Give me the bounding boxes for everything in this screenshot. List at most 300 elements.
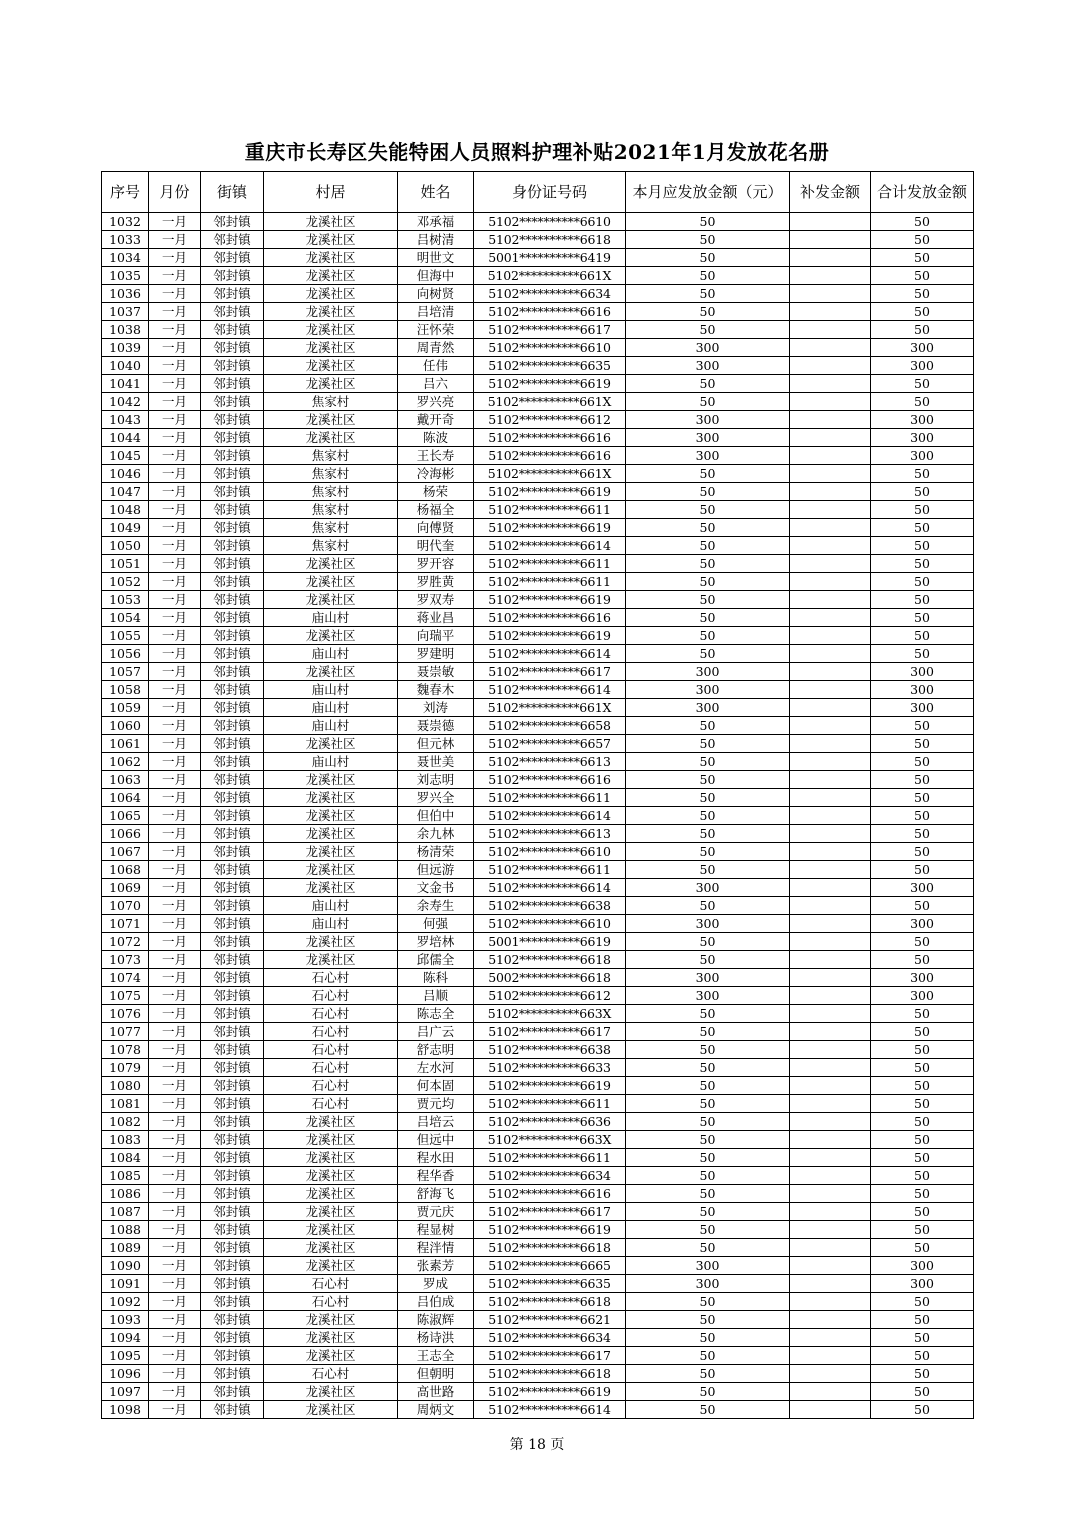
cell-town: 邻封镇 bbox=[201, 1365, 264, 1383]
table-row bbox=[102, 933, 974, 951]
cell-name: 聂崇敏 bbox=[398, 663, 474, 681]
cell-monthly-amount: 50 bbox=[626, 1059, 790, 1077]
cell-total: 50 bbox=[871, 1293, 974, 1311]
cell-supplement bbox=[790, 519, 871, 537]
cell-id-number: 5102**********6611 bbox=[474, 501, 626, 519]
col-header-id-number: 身份证号码 bbox=[474, 172, 626, 213]
cell-supplement bbox=[790, 645, 871, 663]
cell-index: 1072 bbox=[102, 933, 149, 951]
cell-supplement bbox=[790, 609, 871, 627]
cell-village: 龙溪社区 bbox=[264, 1311, 398, 1329]
cell-monthly-amount: 50 bbox=[626, 897, 790, 915]
cell-supplement bbox=[790, 429, 871, 447]
cell-month: 一月 bbox=[149, 645, 201, 663]
table-row bbox=[102, 663, 974, 681]
cell-total: 50 bbox=[871, 1077, 974, 1095]
cell-supplement bbox=[790, 1383, 871, 1401]
cell-monthly-amount: 50 bbox=[626, 1095, 790, 1113]
cell-month: 一月 bbox=[149, 627, 201, 645]
cell-total: 300 bbox=[871, 1257, 974, 1275]
cell-id-number: 5102**********6619 bbox=[474, 627, 626, 645]
cell-town: 邻封镇 bbox=[201, 1401, 264, 1419]
cell-monthly-amount: 50 bbox=[626, 393, 790, 411]
cell-index: 1086 bbox=[102, 1185, 149, 1203]
cell-month: 一月 bbox=[149, 357, 201, 375]
cell-supplement bbox=[790, 447, 871, 465]
cell-month: 一月 bbox=[149, 1383, 201, 1401]
cell-month: 一月 bbox=[149, 735, 201, 753]
cell-town: 邻封镇 bbox=[201, 1131, 264, 1149]
table-row bbox=[102, 1149, 974, 1167]
cell-village: 龙溪社区 bbox=[264, 1185, 398, 1203]
cell-id-number: 5102**********6621 bbox=[474, 1311, 626, 1329]
cell-village: 龙溪社区 bbox=[264, 303, 398, 321]
cell-month: 一月 bbox=[149, 717, 201, 735]
cell-supplement bbox=[790, 1005, 871, 1023]
cell-total: 50 bbox=[871, 771, 974, 789]
cell-supplement bbox=[790, 1149, 871, 1167]
cell-monthly-amount: 50 bbox=[626, 735, 790, 753]
cell-monthly-amount: 50 bbox=[626, 753, 790, 771]
cell-village: 庙山村 bbox=[264, 699, 398, 717]
cell-index: 1075 bbox=[102, 987, 149, 1005]
cell-index: 1087 bbox=[102, 1203, 149, 1221]
table-row bbox=[102, 249, 974, 267]
cell-village: 龙溪社区 bbox=[264, 411, 398, 429]
cell-month: 一月 bbox=[149, 1095, 201, 1113]
cell-name: 文金书 bbox=[398, 879, 474, 897]
cell-monthly-amount: 300 bbox=[626, 447, 790, 465]
cell-town: 邻封镇 bbox=[201, 951, 264, 969]
cell-village: 龙溪社区 bbox=[264, 357, 398, 375]
cell-village: 石心村 bbox=[264, 1095, 398, 1113]
cell-supplement bbox=[790, 843, 871, 861]
cell-supplement bbox=[790, 1203, 871, 1221]
cell-index: 1061 bbox=[102, 735, 149, 753]
cell-id-number: 5102**********6619 bbox=[474, 483, 626, 501]
cell-town: 邻封镇 bbox=[201, 717, 264, 735]
table-row bbox=[102, 843, 974, 861]
cell-total: 50 bbox=[871, 1095, 974, 1113]
cell-town: 邻封镇 bbox=[201, 1113, 264, 1131]
table-row bbox=[102, 1311, 974, 1329]
cell-town: 邻封镇 bbox=[201, 735, 264, 753]
table-row bbox=[102, 465, 974, 483]
cell-total: 50 bbox=[871, 555, 974, 573]
cell-village: 龙溪社区 bbox=[264, 1149, 398, 1167]
cell-town: 邻封镇 bbox=[201, 1383, 264, 1401]
cell-name: 何强 bbox=[398, 915, 474, 933]
cell-index: 1057 bbox=[102, 663, 149, 681]
cell-monthly-amount: 50 bbox=[626, 1005, 790, 1023]
cell-id-number: 5102**********6618 bbox=[474, 231, 626, 249]
cell-month: 一月 bbox=[149, 807, 201, 825]
cell-name: 罗兴全 bbox=[398, 789, 474, 807]
cell-name: 刘志明 bbox=[398, 771, 474, 789]
cell-village: 龙溪社区 bbox=[264, 789, 398, 807]
cell-town: 邻封镇 bbox=[201, 915, 264, 933]
cell-total: 50 bbox=[871, 1131, 974, 1149]
cell-index: 1060 bbox=[102, 717, 149, 735]
cell-id-number: 5102**********6616 bbox=[474, 771, 626, 789]
cell-monthly-amount: 50 bbox=[626, 285, 790, 303]
cell-id-number: 5102**********6634 bbox=[474, 1329, 626, 1347]
cell-supplement bbox=[790, 681, 871, 699]
cell-id-number: 5102**********6619 bbox=[474, 519, 626, 537]
cell-name: 戴开奇 bbox=[398, 411, 474, 429]
cell-id-number: 5102**********661X bbox=[474, 267, 626, 285]
cell-name: 吕顺 bbox=[398, 987, 474, 1005]
cell-id-number: 5102**********6610 bbox=[474, 213, 626, 231]
cell-index: 1066 bbox=[102, 825, 149, 843]
cell-village: 龙溪社区 bbox=[264, 1401, 398, 1419]
cell-total: 50 bbox=[871, 1023, 974, 1041]
cell-total: 50 bbox=[871, 249, 974, 267]
table-row bbox=[102, 1167, 974, 1185]
cell-town: 邻封镇 bbox=[201, 339, 264, 357]
cell-month: 一月 bbox=[149, 429, 201, 447]
cell-id-number: 5002**********6618 bbox=[474, 969, 626, 987]
cell-monthly-amount: 300 bbox=[626, 663, 790, 681]
cell-town: 邻封镇 bbox=[201, 789, 264, 807]
cell-town: 邻封镇 bbox=[201, 231, 264, 249]
cell-index: 1071 bbox=[102, 915, 149, 933]
cell-monthly-amount: 50 bbox=[626, 1167, 790, 1185]
cell-month: 一月 bbox=[149, 483, 201, 501]
cell-name: 吕培清 bbox=[398, 303, 474, 321]
cell-name: 杨诗洪 bbox=[398, 1329, 474, 1347]
cell-supplement bbox=[790, 1275, 871, 1293]
cell-total: 300 bbox=[871, 411, 974, 429]
cell-name: 邓承福 bbox=[398, 213, 474, 231]
cell-id-number: 5102**********6635 bbox=[474, 357, 626, 375]
cell-town: 邻封镇 bbox=[201, 1221, 264, 1239]
cell-supplement bbox=[790, 375, 871, 393]
cell-total: 50 bbox=[871, 789, 974, 807]
table-row bbox=[102, 825, 974, 843]
cell-id-number: 5102**********663X bbox=[474, 1131, 626, 1149]
cell-id-number: 5102**********6614 bbox=[474, 645, 626, 663]
cell-month: 一月 bbox=[149, 825, 201, 843]
cell-supplement bbox=[790, 1329, 871, 1347]
col-header-name: 姓名 bbox=[398, 172, 474, 213]
cell-village: 焦家村 bbox=[264, 447, 398, 465]
table-row bbox=[102, 321, 974, 339]
cell-month: 一月 bbox=[149, 915, 201, 933]
cell-total: 50 bbox=[871, 537, 974, 555]
cell-total: 300 bbox=[871, 699, 974, 717]
cell-id-number: 5102**********6617 bbox=[474, 1023, 626, 1041]
cell-name: 蒋业昌 bbox=[398, 609, 474, 627]
cell-monthly-amount: 50 bbox=[626, 645, 790, 663]
table-row bbox=[102, 429, 974, 447]
cell-name: 杨清荣 bbox=[398, 843, 474, 861]
cell-supplement bbox=[790, 1023, 871, 1041]
cell-monthly-amount: 300 bbox=[626, 699, 790, 717]
cell-village: 龙溪社区 bbox=[264, 1131, 398, 1149]
cell-id-number: 5102**********6617 bbox=[474, 1347, 626, 1365]
cell-index: 1082 bbox=[102, 1113, 149, 1131]
cell-supplement bbox=[790, 357, 871, 375]
table-row bbox=[102, 1383, 974, 1401]
cell-month: 一月 bbox=[149, 249, 201, 267]
cell-month: 一月 bbox=[149, 267, 201, 285]
cell-town: 邻封镇 bbox=[201, 1203, 264, 1221]
cell-id-number: 5102**********6616 bbox=[474, 447, 626, 465]
cell-month: 一月 bbox=[149, 1257, 201, 1275]
cell-month: 一月 bbox=[149, 213, 201, 231]
roster-table bbox=[101, 171, 974, 1419]
table-row bbox=[102, 717, 974, 735]
cell-village: 焦家村 bbox=[264, 465, 398, 483]
cell-index: 1092 bbox=[102, 1293, 149, 1311]
cell-month: 一月 bbox=[149, 1203, 201, 1221]
cell-supplement bbox=[790, 1365, 871, 1383]
cell-town: 邻封镇 bbox=[201, 537, 264, 555]
cell-name: 王长寿 bbox=[398, 447, 474, 465]
cell-total: 50 bbox=[871, 465, 974, 483]
cell-index: 1048 bbox=[102, 501, 149, 519]
table-row bbox=[102, 1401, 974, 1419]
cell-town: 邻封镇 bbox=[201, 375, 264, 393]
cell-id-number: 5102**********6614 bbox=[474, 1401, 626, 1419]
cell-index: 1084 bbox=[102, 1149, 149, 1167]
cell-index: 1088 bbox=[102, 1221, 149, 1239]
cell-village: 龙溪社区 bbox=[264, 555, 398, 573]
cell-supplement bbox=[790, 303, 871, 321]
cell-village: 龙溪社区 bbox=[264, 1257, 398, 1275]
cell-town: 邻封镇 bbox=[201, 555, 264, 573]
cell-total: 300 bbox=[871, 357, 974, 375]
cell-id-number: 5102**********6616 bbox=[474, 303, 626, 321]
cell-id-number: 5102**********6612 bbox=[474, 987, 626, 1005]
cell-monthly-amount: 300 bbox=[626, 357, 790, 375]
cell-index: 1036 bbox=[102, 285, 149, 303]
cell-monthly-amount: 50 bbox=[626, 483, 790, 501]
cell-village: 龙溪社区 bbox=[264, 249, 398, 267]
cell-month: 一月 bbox=[149, 1347, 201, 1365]
cell-monthly-amount: 300 bbox=[626, 429, 790, 447]
cell-town: 邻封镇 bbox=[201, 213, 264, 231]
table-row bbox=[102, 987, 974, 1005]
cell-town: 邻封镇 bbox=[201, 591, 264, 609]
cell-monthly-amount: 50 bbox=[626, 1239, 790, 1257]
cell-monthly-amount: 300 bbox=[626, 915, 790, 933]
cell-village: 龙溪社区 bbox=[264, 951, 398, 969]
cell-name: 但伯中 bbox=[398, 807, 474, 825]
table-row bbox=[102, 771, 974, 789]
cell-monthly-amount: 50 bbox=[626, 1203, 790, 1221]
cell-supplement bbox=[790, 1113, 871, 1131]
cell-name: 陈淑辉 bbox=[398, 1311, 474, 1329]
col-header-total: 合计发放金额 bbox=[871, 172, 974, 213]
cell-total: 50 bbox=[871, 375, 974, 393]
cell-supplement bbox=[790, 573, 871, 591]
cell-id-number: 5001**********6619 bbox=[474, 933, 626, 951]
cell-month: 一月 bbox=[149, 699, 201, 717]
cell-supplement bbox=[790, 555, 871, 573]
cell-id-number: 5102**********6618 bbox=[474, 1365, 626, 1383]
cell-name: 何本固 bbox=[398, 1077, 474, 1095]
cell-total: 300 bbox=[871, 1275, 974, 1293]
cell-village: 焦家村 bbox=[264, 393, 398, 411]
cell-month: 一月 bbox=[149, 1041, 201, 1059]
cell-name: 任伟 bbox=[398, 357, 474, 375]
cell-total: 50 bbox=[871, 1239, 974, 1257]
cell-id-number: 5102**********6634 bbox=[474, 285, 626, 303]
cell-monthly-amount: 50 bbox=[626, 1401, 790, 1419]
cell-town: 邻封镇 bbox=[201, 879, 264, 897]
cell-id-number: 5102**********6613 bbox=[474, 825, 626, 843]
cell-town: 邻封镇 bbox=[201, 609, 264, 627]
cell-index: 1069 bbox=[102, 879, 149, 897]
cell-id-number: 5102**********6619 bbox=[474, 1077, 626, 1095]
cell-supplement bbox=[790, 735, 871, 753]
cell-supplement bbox=[790, 897, 871, 915]
cell-town: 邻封镇 bbox=[201, 1041, 264, 1059]
cell-name: 舒海飞 bbox=[398, 1185, 474, 1203]
cell-name: 但远游 bbox=[398, 861, 474, 879]
cell-town: 邻封镇 bbox=[201, 411, 264, 429]
cell-supplement bbox=[790, 267, 871, 285]
document-title: 重庆市长寿区失能特困人员照料护理补贴2021年1月发放花名册 bbox=[244, 140, 830, 164]
table-row bbox=[102, 897, 974, 915]
cell-village: 龙溪社区 bbox=[264, 285, 398, 303]
cell-name: 余九林 bbox=[398, 825, 474, 843]
cell-total: 50 bbox=[871, 1113, 974, 1131]
cell-town: 邻封镇 bbox=[201, 321, 264, 339]
cell-town: 邻封镇 bbox=[201, 303, 264, 321]
cell-index: 1098 bbox=[102, 1401, 149, 1419]
cell-index: 1032 bbox=[102, 213, 149, 231]
cell-monthly-amount: 50 bbox=[626, 1077, 790, 1095]
cell-name: 邱儒全 bbox=[398, 951, 474, 969]
cell-village: 龙溪社区 bbox=[264, 663, 398, 681]
cell-id-number: 5102**********6665 bbox=[474, 1257, 626, 1275]
cell-name: 罗成 bbox=[398, 1275, 474, 1293]
table-row bbox=[102, 303, 974, 321]
cell-supplement bbox=[790, 1347, 871, 1365]
cell-id-number: 5102**********6610 bbox=[474, 843, 626, 861]
cell-village: 龙溪社区 bbox=[264, 879, 398, 897]
cell-total: 50 bbox=[871, 861, 974, 879]
cell-month: 一月 bbox=[149, 1185, 201, 1203]
cell-town: 邻封镇 bbox=[201, 969, 264, 987]
cell-name: 周炳文 bbox=[398, 1401, 474, 1419]
table-row bbox=[102, 1041, 974, 1059]
table-row bbox=[102, 1203, 974, 1221]
cell-id-number: 5102**********6616 bbox=[474, 609, 626, 627]
table-row bbox=[102, 879, 974, 897]
cell-name: 陈志全 bbox=[398, 1005, 474, 1023]
cell-town: 邻封镇 bbox=[201, 483, 264, 501]
cell-id-number: 5102**********6638 bbox=[474, 1041, 626, 1059]
cell-supplement bbox=[790, 825, 871, 843]
cell-total: 50 bbox=[871, 951, 974, 969]
cell-village: 石心村 bbox=[264, 1059, 398, 1077]
cell-town: 邻封镇 bbox=[201, 897, 264, 915]
cell-monthly-amount: 50 bbox=[626, 1149, 790, 1167]
cell-village: 龙溪社区 bbox=[264, 843, 398, 861]
cell-index: 1055 bbox=[102, 627, 149, 645]
cell-total: 300 bbox=[871, 969, 974, 987]
table-row bbox=[102, 591, 974, 609]
cell-monthly-amount: 50 bbox=[626, 717, 790, 735]
cell-month: 一月 bbox=[149, 753, 201, 771]
cell-index: 1053 bbox=[102, 591, 149, 609]
cell-name: 贾元庆 bbox=[398, 1203, 474, 1221]
cell-index: 1091 bbox=[102, 1275, 149, 1293]
cell-supplement bbox=[790, 393, 871, 411]
cell-month: 一月 bbox=[149, 465, 201, 483]
table-row bbox=[102, 1239, 974, 1257]
cell-month: 一月 bbox=[149, 501, 201, 519]
cell-supplement bbox=[790, 753, 871, 771]
table-row bbox=[102, 285, 974, 303]
cell-index: 1047 bbox=[102, 483, 149, 501]
cell-name: 罗开容 bbox=[398, 555, 474, 573]
cell-monthly-amount: 50 bbox=[626, 1023, 790, 1041]
cell-town: 邻封镇 bbox=[201, 1059, 264, 1077]
cell-village: 庙山村 bbox=[264, 717, 398, 735]
cell-monthly-amount: 50 bbox=[626, 1293, 790, 1311]
cell-village: 石心村 bbox=[264, 1077, 398, 1095]
table-row bbox=[102, 339, 974, 357]
table-row bbox=[102, 1095, 974, 1113]
table-row bbox=[102, 375, 974, 393]
cell-total: 50 bbox=[871, 213, 974, 231]
cell-id-number: 5102**********6634 bbox=[474, 1167, 626, 1185]
cell-index: 1034 bbox=[102, 249, 149, 267]
cell-index: 1074 bbox=[102, 969, 149, 987]
cell-town: 邻封镇 bbox=[201, 1023, 264, 1041]
cell-monthly-amount: 50 bbox=[626, 1347, 790, 1365]
table-row bbox=[102, 573, 974, 591]
cell-month: 一月 bbox=[149, 393, 201, 411]
cell-village: 石心村 bbox=[264, 1365, 398, 1383]
table-row bbox=[102, 627, 974, 645]
table-row bbox=[102, 357, 974, 375]
cell-town: 邻封镇 bbox=[201, 285, 264, 303]
cell-total: 50 bbox=[871, 501, 974, 519]
cell-id-number: 5102**********6614 bbox=[474, 537, 626, 555]
cell-town: 邻封镇 bbox=[201, 249, 264, 267]
cell-village: 龙溪社区 bbox=[264, 267, 398, 285]
cell-month: 一月 bbox=[149, 231, 201, 249]
cell-town: 邻封镇 bbox=[201, 393, 264, 411]
cell-id-number: 5102**********6614 bbox=[474, 681, 626, 699]
cell-month: 一月 bbox=[149, 375, 201, 393]
cell-total: 300 bbox=[871, 987, 974, 1005]
cell-name: 舒志明 bbox=[398, 1041, 474, 1059]
cell-supplement bbox=[790, 1167, 871, 1185]
cell-total: 300 bbox=[871, 879, 974, 897]
cell-name: 吕培云 bbox=[398, 1113, 474, 1131]
cell-supplement bbox=[790, 879, 871, 897]
cell-name: 陈波 bbox=[398, 429, 474, 447]
cell-supplement bbox=[790, 807, 871, 825]
cell-id-number: 5102**********661X bbox=[474, 393, 626, 411]
cell-total: 50 bbox=[871, 753, 974, 771]
cell-id-number: 5102**********6617 bbox=[474, 1203, 626, 1221]
cell-id-number: 5102**********6618 bbox=[474, 951, 626, 969]
cell-town: 邻封镇 bbox=[201, 501, 264, 519]
cell-total: 50 bbox=[871, 1383, 974, 1401]
cell-village: 龙溪社区 bbox=[264, 933, 398, 951]
cell-name: 但朝明 bbox=[398, 1365, 474, 1383]
col-header-index: 序号 bbox=[102, 172, 149, 213]
cell-total: 50 bbox=[871, 519, 974, 537]
